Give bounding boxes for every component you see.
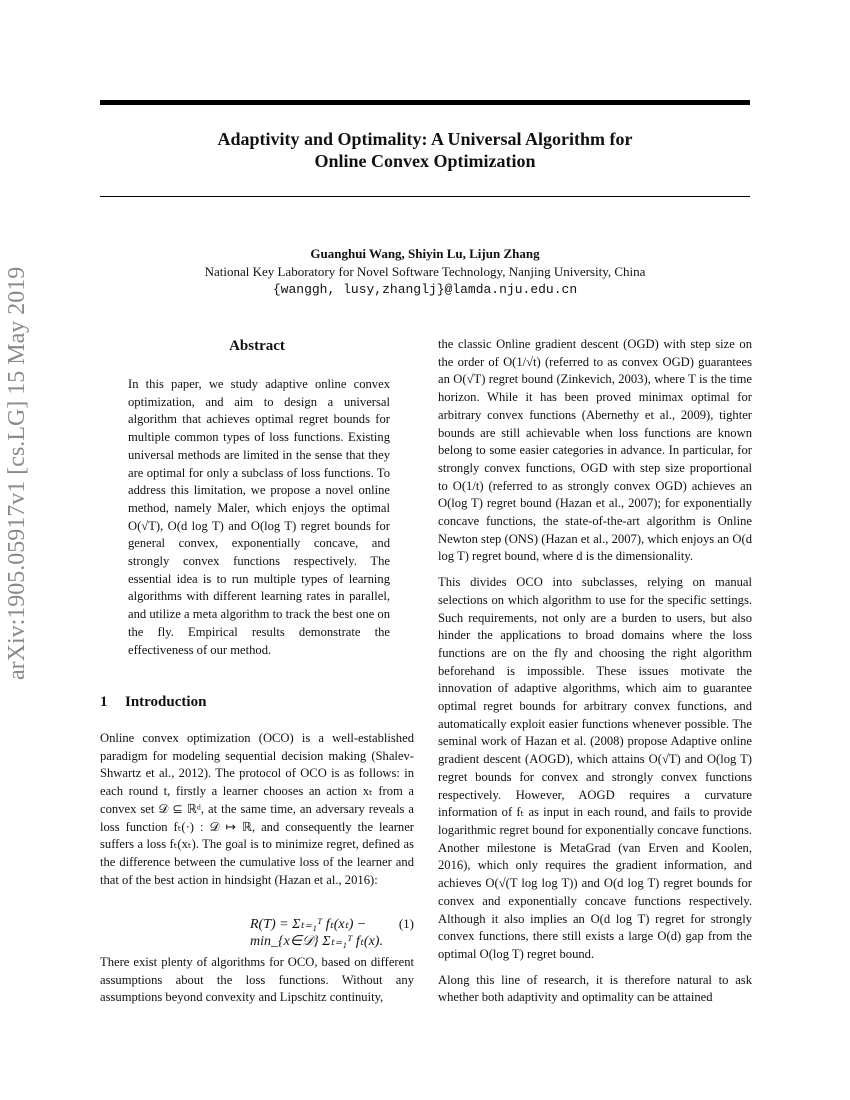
title-bottom-rule bbox=[100, 196, 750, 197]
equation-regret bbox=[100, 902, 414, 952]
section-heading-introduction bbox=[100, 694, 206, 711]
paragraph-text: Online convex optimization (OCO) is a well-established paradigm for modeling sequential decision making (Shalev-Shwartz et al., 2012). The protocol of OCO is as follows: in each round t, firstly a learner chooses an action xₜ from a convex set 𝒟 ⊆ ℝᵈ, at the same time, an adversary reveals a loss function fₜ(·) : 𝒟 ↦ ℝ, and consequently the learner suffers a loss fₜ(xₜ). The goal is to minimize regret, defined as the difference between the cumulative loss of the learner and that of the best action in hindsight (Hazan et al., 2016): bbox=[100, 731, 414, 887]
right-column bbox=[438, 336, 752, 1015]
equation-number: (1) bbox=[398, 916, 414, 931]
arxiv-stamp: arXiv:1905.05917v1 [cs.LG] 15 May 2019 bbox=[4, 266, 30, 680]
paper-title bbox=[100, 128, 750, 172]
abstract-text: In this paper, we study adaptive online convex optimization, and aim to design a universal algorithm that achieves optimal regret bounds for multiple common types of loss functions. Existing universal methods are limited in the sense that they are optimal for only a subclass of loss functions. To address this limitation, we propose a novel online method, namely Maler, which enjoys the optimal O(√T), O(d log T) and O(log T) regret bounds for general convex, exponentially concave, and strongly convex functions respectively. The essential idea is to run multiple types of learning algorithms with different learning rates in parallel, and utilize a meta algorithm to track the best one on the fly. Empirical results demonstrate the effectiveness of our method. bbox=[128, 377, 390, 657]
right-paragraph-3: Along this line of research, it is therefore natural to ask whether both adaptivity and optimality can be attained bbox=[438, 972, 752, 1005]
title-line-2: Online Convex Optimization bbox=[314, 151, 536, 171]
title-top-rule bbox=[100, 100, 750, 105]
email: {wanggh, lusy,zhanglj}@lamda.nju.edu.cn bbox=[272, 282, 578, 297]
right-paragraph-2: This divides OCO into subclasses, relying on manual selections on which algorithm to use for the specific settings. Such requirements, not only are a burden to users, but also hinder the applications to broad domains where the loss functions are on the fly and choosing the right algorithm beforehand is impossible. These issues motivate the innovation of adaptive algorithms, which aim to guarantee optimal regret bounds for arbitrary convex functions, and automatically exploit easier functions whenever possible. The seminal work of Hazan et al. (2008) propose Adaptive online gradient descent (AOGD), which attains O(√T) and O(log T) regret bounds for convex and strongly convex functions respectively. However, AOGD requires a curvature information of fₜ as input in each round, and fails to provide logarithmic regret bound for exponentially concave functions. Another milestone is MetaGrad (van Erven and Koolen, 2016), which only requires the gradient information, and achieves O(√(T log log T)) and O(d log T) regret bounds for convex and exponentially concave functions respectively. Although it also implies an O(d log T) regret for strongly convex functions, there still exists a large O(d) gap from the optimal O(log T) regret bound. bbox=[438, 575, 752, 961]
title-line-1: Adaptivity and Optimality: A Universal Algorithm for bbox=[217, 129, 633, 149]
equation-body: R(T) = Σₜ₌₁ᵀ fₜ(xₜ) − min_{x∈𝒟} Σₜ₌₁ᵀ fₜ(x). bbox=[250, 917, 383, 949]
right-paragraph-1: the classic Online gradient descent (OGD) with step size on the order of O(1/√t) (referred to as convex OGD) guarantees an O(√T) regret bound (Zinkevich, 2003), where T is the time horizon. While it has been proved minimax optimal for arbitrary convex functions (Abernethy et al., 2009), tighter bounds are still achievable when loss functions are known belong to some easier categories in advance. In particular, for strongly convex functions, OGD with step size proportional to O(1/t) (referred to as strongly convex OGD) achieves an O(log T) regret bound (Hazan et al., 2007); for exponentially concave functions, the state-of-the-art algorithm is Online Newton step (ONS) (Hazan et al., 2007), which enjoys an O(d log T) regret bound, where d is the dimensionality. bbox=[438, 337, 752, 564]
intro-paragraph-1 bbox=[100, 730, 414, 889]
paragraph-text: There exist plenty of algorithms for OCO, based on different assumptions about the loss functions. Without any assumptions beyond convexity and Lipschitz continuity, bbox=[100, 955, 414, 1005]
section-title: Introduction bbox=[125, 694, 207, 710]
authors: Guanghui Wang, Shiyin Lu, Lijun Zhang bbox=[310, 246, 540, 261]
abstract-heading: Abstract bbox=[229, 338, 285, 354]
intro-paragraph-2 bbox=[100, 954, 414, 1007]
section-number: 1 bbox=[100, 694, 108, 710]
affiliation: National Key Laboratory for Novel Software Technology, Nanjing University, China bbox=[204, 264, 646, 279]
